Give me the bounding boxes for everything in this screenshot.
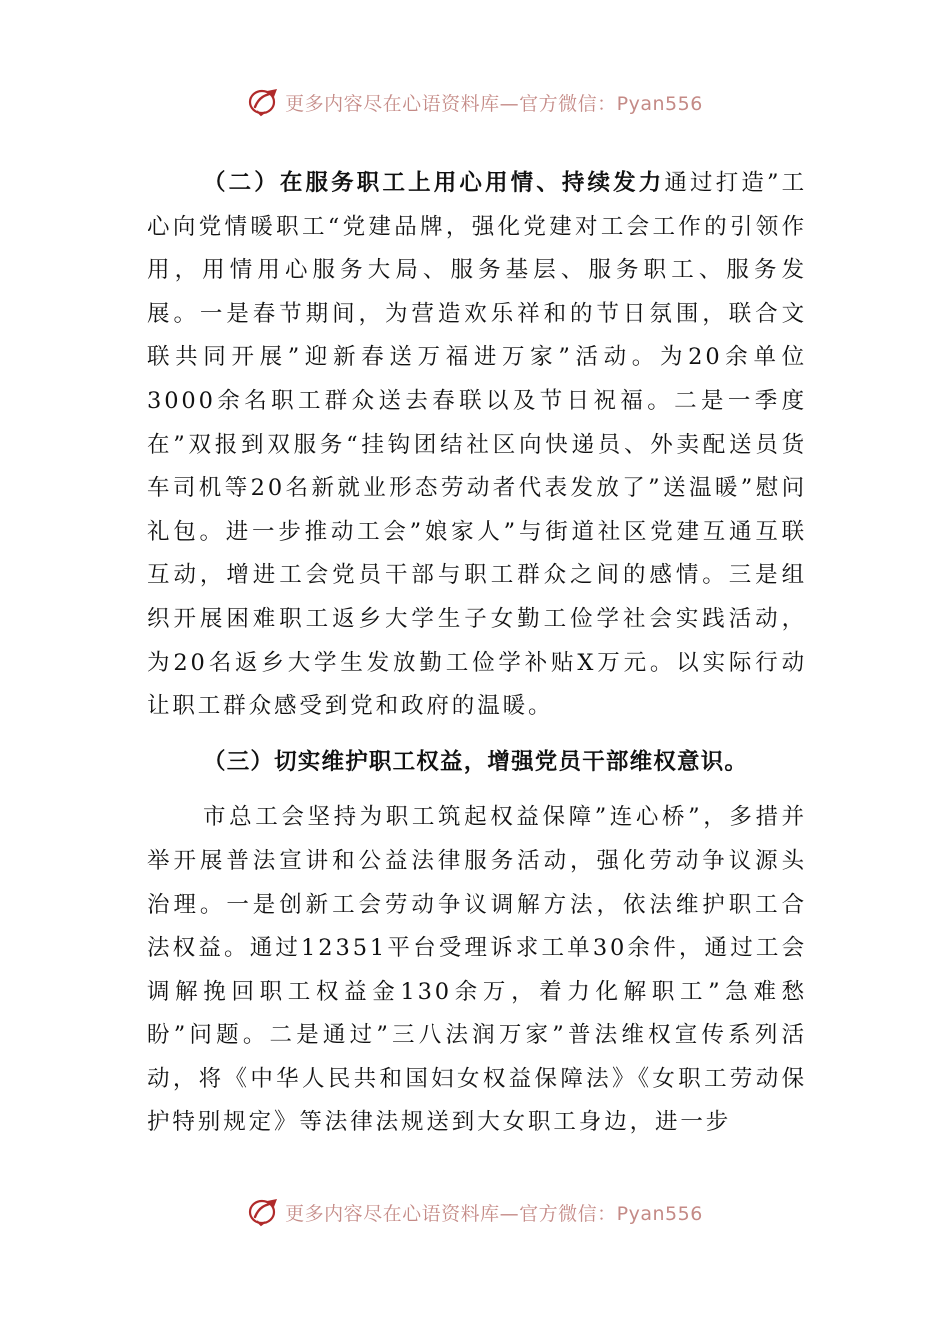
watermark-banner-top xyxy=(0,82,950,122)
section-3-heading: （三）切实维护职工权益，增强党员干部维权意识。 xyxy=(203,748,749,775)
section-3-body: 市总工会坚持为职工筑起权益保障”连心桥”，多措并举开展普法宣讲和公益法律服务活动，强化劳动争议源头治理。一是创新工会劳动争议调解方法，依法维护职工合法权益。通过12351平台受理诉求工单30余件，通过工会调解挽回职工权益金130余万，着力化解职工”急难愁盼”问题。二是通过”三八法润万家”普法维权宣传系列活动，将《中华人民共和国妇女权益保障法》《女职工劳动保护特别规定》等法律法规送到大女职工身边，进一步 xyxy=(147,804,807,1136)
document-body xyxy=(147,162,807,1145)
section-2-paragraph xyxy=(147,162,807,729)
brand-logo-icon xyxy=(247,85,281,119)
watermark-text: 更多内容尽在心语资料库—官方微信：Pyan556 xyxy=(285,1202,703,1225)
section-2-heading: （二）在服务职工上用心用情、持续发力 xyxy=(203,170,665,196)
watermark-text: 更多内容尽在心语资料库—官方微信：Pyan556 xyxy=(285,92,703,115)
watermark-banner-bottom xyxy=(0,1192,950,1232)
section-2-body: 通过打造”工心向党情暖职工“党建品牌，强化党建对工会工作的引领作用，用情用心服务大局、服务基层、服务职工、服务发展。一是春节期间，为营造欢乐祥和的节日氛围，联合文联共同开展”迎新春送万福进万家”活动。为20余单位3000余名职工群众送去春联以及节日祝福。二是一季度在”双报到双服务“挂钩团结社区向快递员、外卖配送员货车司机等20名新就业形态劳动者代表发放了”送温暖”慰问礼包。进一步推动工会”娘家人”与街道社区党建互通互联互动，增进工会党员干部与职工群众之间的感情。三是组织开展困难职工返乡大学生子女勤工俭学社会实践活动，为20名返乡大学生发放勤工俭学补贴X万元。以实际行动让职工群众感受到党和政府的温暖。 xyxy=(147,170,807,720)
brand-logo-icon xyxy=(247,1195,281,1229)
